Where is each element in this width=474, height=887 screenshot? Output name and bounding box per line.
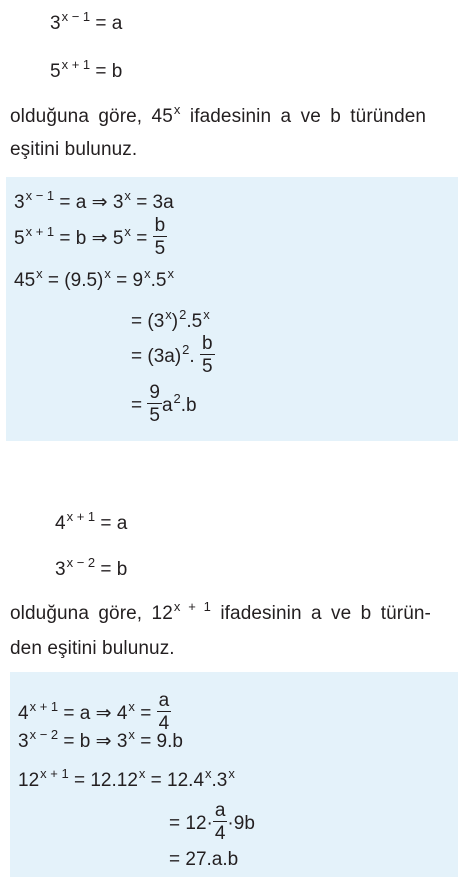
p1-solution-box: [6, 177, 458, 441]
fraction: $\frac{9}{5}$: [149, 382, 160, 426]
fraction: $\frac{a}{4}$: [214, 800, 226, 844]
p2-given-2: $3^{x - 2} = b$: [55, 555, 128, 580]
p2-given-1: $4^{x + 1} = a$: [55, 509, 128, 534]
p2-solution-step-4: = 12· $\frac{a}{4}$ ·9b: [169, 800, 255, 844]
p1-solution-step-6: = $\frac{9}{5}$ $a^2.b$: [131, 382, 197, 426]
p1-solution-step-1: $3^{x - 1} = a$ ⇒ 3$^x$ = 3a: [14, 188, 174, 213]
p2-solution-step-3: $12^{x + 1} = 12.12^x = 12.4^x.3^x$: [18, 766, 235, 791]
p1-given-1: $3^{x - 1} = a$: [50, 9, 123, 34]
p1-solution-step-2: $5^{x + 1} = b$ ⇒ 5$^x$ = $\frac{b}{5}$: [14, 215, 166, 259]
p1-solution-step-5: = $(3a)^2$. $\frac{b}{5}$: [131, 333, 213, 377]
p1-given-2: $5^{x + 1} = b$: [50, 57, 123, 82]
p2-solution-step-1: $4^{x + 1} = a$ ⇒ 4$^x$ = $\frac{a}{4}$: [18, 690, 170, 734]
fraction: $\frac{a}{4}$: [158, 690, 170, 734]
p1-solution-step-3: $45^x = (9.5)^x = 9^x.5^x$: [14, 266, 174, 291]
p2-solution-step-2: $3^{x - 2} = b$ ⇒ 3$^x$ = 9.b: [18, 727, 183, 752]
p1-question-line-1: olduğuna göre, 45$^x$ ifadesinin a ve b türünden: [10, 102, 427, 127]
p1-question-line-2: eşitini bulunuz.: [10, 139, 138, 160]
p1-solution-step-4: = $(3^x)^2.5^x$: [131, 307, 210, 332]
p2-question-line-1: olduğuna göre, $12^{x + 1}$ ifadesinin a ve b türün-: [10, 599, 431, 624]
p2-solution-step-5: = 27.a.b: [169, 849, 239, 870]
p2-question-line-2: den eşitini bulunuz.: [10, 638, 175, 659]
fraction: $\frac{b}{5}$: [201, 333, 213, 377]
fraction: $\frac{b}{5}$: [154, 215, 166, 259]
